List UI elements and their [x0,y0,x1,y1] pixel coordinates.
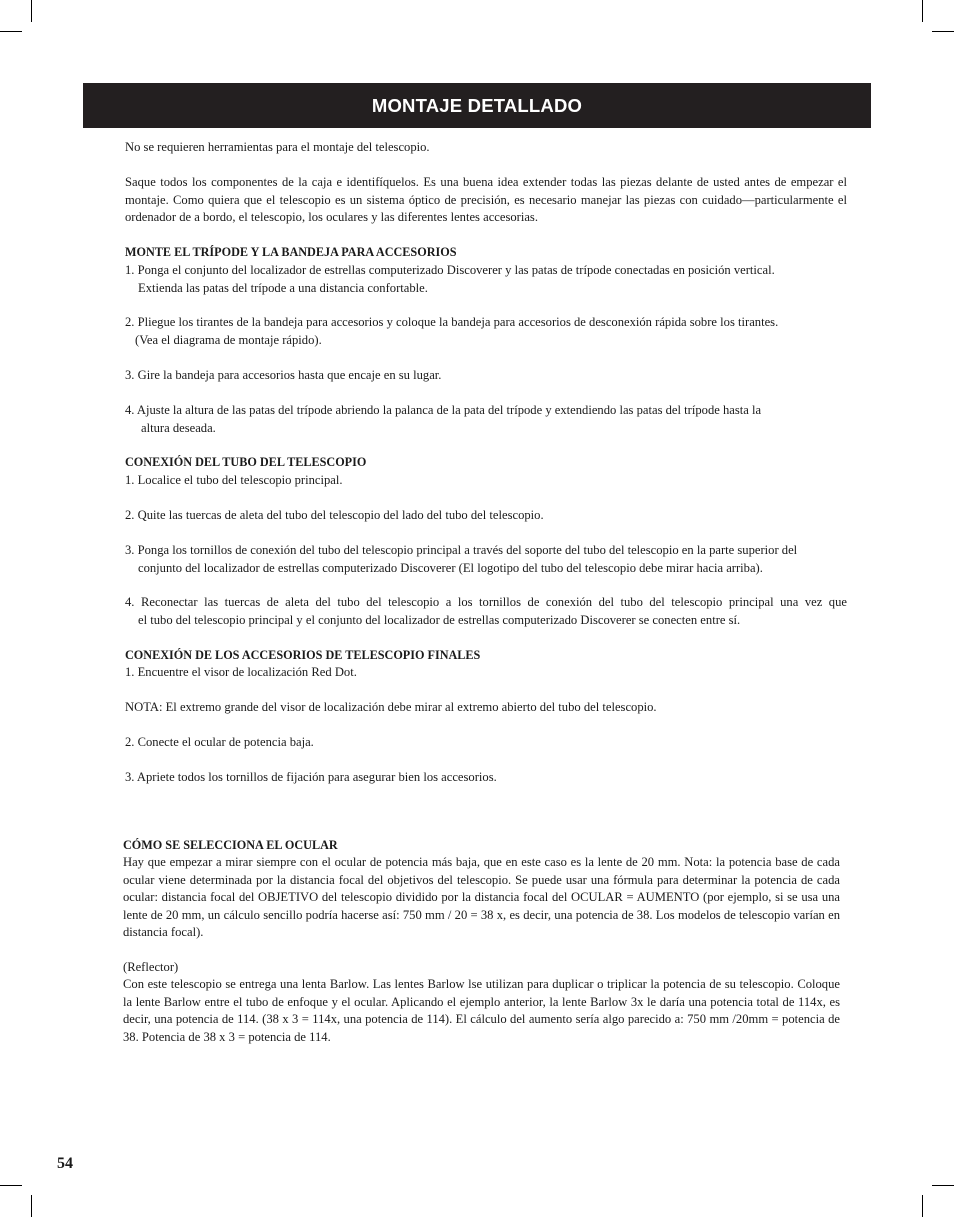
step-text: 4. Reconectar las tuercas de aleta del tubo del telescopio a los tornillos de conexión del tubo del telescopio principal una vez que [125,595,847,609]
tube-step-4 [125,594,847,629]
step-text: 2. Pliegue los tirantes de la bandeja para accesorios y coloque la bandeja para accesorios de desconexión rápida sobre los tirantes. [125,315,779,329]
crop-mark [0,1185,22,1186]
step-text-continued: conjunto del localizador de estrellas computerizado Discoverer (El logotipo del tubo del telescopio debe mirar hacia arriba). [138,560,763,575]
crop-mark [31,0,32,22]
tube-step-1: 1. Localice el tubo del telescopio principal. [125,473,343,487]
crop-mark [31,1195,32,1217]
accessories-step-3: 3. Apriete todos los tornillos de fijación para asegurar bien los accesorios. [125,770,497,784]
crop-mark [0,31,22,32]
tube-heading: CONEXIÓN DEL TUBO DEL TELESCOPIO [125,455,367,469]
tripod-step-3: 3. Gire la bandeja para accesorios hasta que encaje en su lugar. [125,368,442,382]
reflector-label: (Reflector) [123,960,179,974]
accessories-note: NOTA: El extremo grande del visor de localización debe mirar al extremo abierto del tubo del telescopio. [125,700,657,714]
crop-mark [932,1185,954,1186]
section-title: MONTAJE DETALLADO [371,94,583,116]
section-title-banner [83,83,871,128]
step-text-continued: (Vea el diagrama de montaje rápido). [135,332,322,347]
intro-paragraph-2: Saque todos los componentes de la caja e identifíquelos. Es una buena idea extender todas las piezas delante de usted antes de empezar el montaje. Como quiera que el telescopio es un sistema óptico de precisión, es necesario manejar las piezas con cuidado—particularmente el ordenador de a bordo, el telescopio, los oculares y las diferentes lentes accesorias. [125,175,847,225]
tripod-step-1 [125,262,847,297]
step-text-continued: el tubo del telescopio principal y el conjunto del localizador de estrellas computerizado Discoverer se conecten entre sí. [138,612,741,627]
eyepiece-heading: CÓMO SE SELECCIONA EL OCULAR [123,838,338,852]
accessories-heading: CONEXIÓN DE LOS ACCESORIOS DE TELESCOPIO FINALES [125,648,481,662]
step-text-continued: altura deseada. [141,420,216,435]
page-number: 54 [57,1155,73,1172]
intro-paragraph-1: No se requieren herramientas para el montaje del telescopio. [125,140,430,154]
step-text: 4. Ajuste la altura de las patas del trípode abriendo la palanca de la pata del trípode y extendiendo las patas del trípode hasta la [125,403,762,417]
tripod-heading: MONTE EL TRÍPODE Y LA BANDEJA PARA ACCESORIOS [125,245,457,259]
step-text: 1. Ponga el conjunto del localizador de estrellas computerizado Discoverer y las patas de trípode conectadas en posición vertical. [125,263,775,277]
accessories-step-2: 2. Conecte el ocular de potencia baja. [125,735,314,749]
tube-step-2: 2. Quite las tuercas de aleta del tubo del telescopio del lado del tubo del telescopio. [125,508,544,522]
step-text: 3. Ponga los tornillos de conexión del tubo del telescopio principal a través del soporte del tubo del telescopio en la parte superior del [125,543,798,557]
crop-mark [922,0,923,22]
tube-step-3 [125,542,847,577]
step-text-continued: Extienda las patas del trípode a una distancia confortable. [138,280,428,295]
accessories-step-1: 1. Encuentre el visor de localización Red Dot. [125,665,357,679]
crop-mark [932,31,954,32]
eyepiece-paragraph: Hay que empezar a mirar siempre con el ocular de potencia más baja, que en este caso es la lente de 20 mm. Nota: la potencia base de cada ocular viene determinada por la distancia focal del objetivos del telescopio. Se puede usar una fórmula para determinar la potencia de cada ocular: distancia focal del OBJETIVO del telescopio dividido por la distancia focal del OCULAR = AUMENTO (por ejemplo, si se usa una lente de 20 mm, un cálculo sencillo podría hacerse así: 750 mm / 20 = 38 x, es decir, una potencia de 38. Los modelos de telescopio varían en distancia focal). [123,855,840,940]
tripod-step-2 [125,314,847,349]
reflector-paragraph: Con este telescopio se entrega una lenta Barlow. Las lentes Barlow lse utilizan para duplicar o triplicar la potencia de su telescopio. Coloque la lente Barlow entre el tubo de enfoque y el ocular. Aplicando el ejemplo anterior, la lente Barlow 3x le daría una potencia total de 114x, es decir, una potencia de 114. (38 x 3 = 114x, una potencia de 114). El cálculo del aumento sería algo parecido a: 750 mm /20mm = potencia de 38. Potencia de 38 x 3 = potencia de 114. [123,977,840,1044]
crop-mark [922,1195,923,1217]
tripod-step-4 [125,402,847,437]
